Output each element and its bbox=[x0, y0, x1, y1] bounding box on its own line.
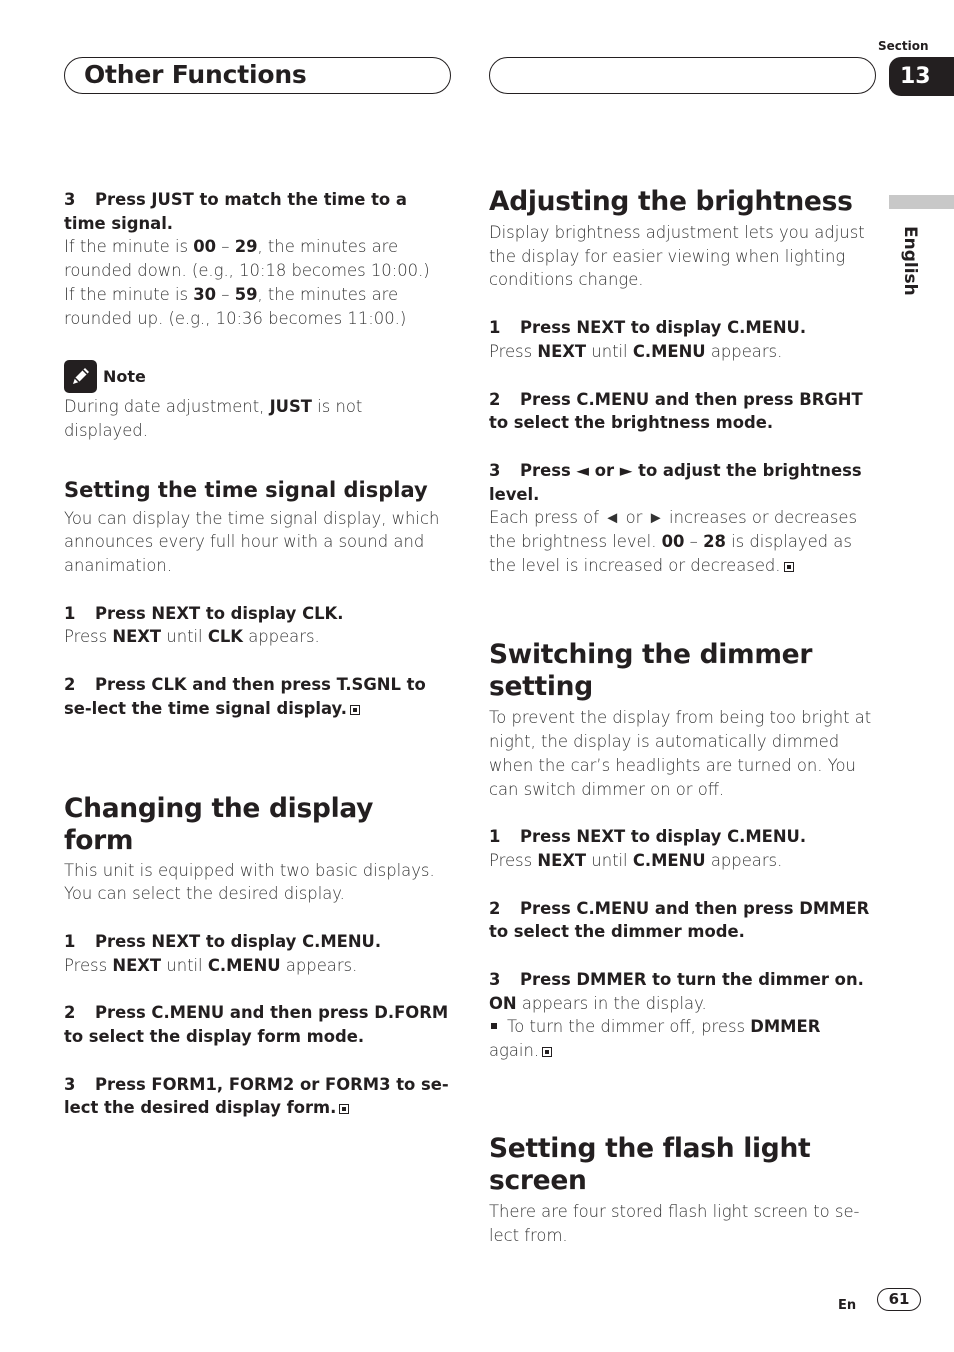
flash-light-intro: There are four stored flash light screen to se-lect from. bbox=[489, 1201, 860, 1245]
note-header bbox=[64, 359, 449, 393]
note-text: During date adjustment, JUST is not displayed. bbox=[64, 397, 363, 440]
language-tab-bar bbox=[889, 195, 954, 209]
dimmer-intro: To prevent the display from being too bright at night, the display is automatically dimmed when the car’s headlights are turned on. You can switch dimmer on or off. bbox=[489, 708, 872, 799]
step-dimmer-on-body: ON appears in the display. bbox=[489, 993, 707, 1013]
section-label: Section bbox=[878, 39, 929, 53]
step-adjust-brightness-body: Each press of ◄ or ► increases or decreases the brightness level. 00 – 28 is displayed as the level is increased or decreased. bbox=[489, 508, 857, 575]
step-select-form: 3 Press FORM1, FORM2 or FORM3 to se-lect the desired display form. bbox=[64, 1074, 449, 1118]
heading-time-signal-display: Setting the time signal display bbox=[64, 477, 428, 502]
heading-brightness: Adjusting the brightness bbox=[489, 186, 853, 217]
step-brightness-cmenu-body: Press NEXT until C.MENU appears. bbox=[489, 341, 783, 361]
display-form-intro: This unit is equipped with two basic displays. You can select the desired display. bbox=[64, 860, 435, 904]
step-adjust-brightness: 3 Press ◄ or ► to adjust the brightness level. bbox=[489, 460, 862, 504]
time-signal-intro: You can display the time signal display, which announces every full hour with a sound and ananimation. bbox=[64, 508, 440, 576]
bullet-icon bbox=[491, 1023, 497, 1029]
header-right-frame bbox=[489, 57, 876, 94]
end-mark-icon bbox=[339, 1104, 349, 1114]
step-select-dform: 2 Press C.MENU and then press D.FORM to select the display form mode. bbox=[64, 1003, 449, 1047]
rounding-down-text: If the minute is 00 – 29, the minutes are rounded down. (e.g., 10:18 becomes 10:00.) bbox=[64, 237, 430, 281]
left-column bbox=[64, 188, 449, 1120]
heading-dimmer: Switching the dimmer setting bbox=[489, 639, 813, 703]
end-mark-icon bbox=[350, 705, 360, 715]
heading-flash-light: Setting the flash light screen bbox=[489, 1132, 811, 1196]
step-brightness-cmenu: 1 Press NEXT to display C.MENU. bbox=[489, 318, 807, 338]
language-tab-label: English bbox=[900, 226, 920, 296]
footer-language: En bbox=[838, 1298, 857, 1313]
section-number-badge: 13 bbox=[889, 57, 954, 96]
heading-display-form: Changing the display form bbox=[64, 792, 374, 856]
step-display-clk-body: Press NEXT until CLK appears. bbox=[64, 627, 320, 647]
section-title: Other Functions bbox=[84, 60, 307, 89]
page-number: 61 bbox=[877, 1288, 921, 1311]
rounding-up-text: If the minute is 30 – 59, the minutes are rounded up. (e.g., 10:36 becomes 11:00.) bbox=[64, 284, 407, 328]
note-label: Note bbox=[103, 366, 146, 386]
step-select-time-signal: 2 Press CLK and then press T.SGNL to se-lect the time signal display. bbox=[64, 675, 426, 718]
pencil-icon bbox=[64, 360, 97, 393]
step-select-dmmer: 2 Press C.MENU and then press DMMER to select the dimmer mode. bbox=[489, 898, 870, 942]
step-dimmer-on: 3 Press DMMER to turn the dimmer on. bbox=[489, 970, 864, 990]
end-mark-icon bbox=[784, 562, 794, 572]
dimmer-off-bullet: To turn the dimmer off, press DMMER again. bbox=[489, 1017, 821, 1061]
right-column bbox=[489, 186, 874, 1247]
step-select-brght: 2 Press C.MENU and then press BRGHT to select the brightness mode. bbox=[489, 389, 863, 433]
step-display-cmenu-body: Press NEXT until C.MENU appears. bbox=[64, 955, 358, 975]
end-mark-icon bbox=[542, 1047, 552, 1057]
step-display-clk: 1 Press NEXT to display CLK. bbox=[64, 603, 344, 623]
step-dimmer-cmenu-body: Press NEXT until C.MENU appears. bbox=[489, 850, 783, 870]
step-just: 3 Press JUST to match the time to a time signal. bbox=[64, 190, 407, 233]
brightness-intro: Display brightness adjustment lets you adjust the display for easier viewing when lighting conditions change. bbox=[489, 223, 865, 290]
step-display-cmenu: 1 Press NEXT to display C.MENU. bbox=[64, 931, 382, 951]
step-dimmer-cmenu: 1 Press NEXT to display C.MENU. bbox=[489, 827, 807, 847]
